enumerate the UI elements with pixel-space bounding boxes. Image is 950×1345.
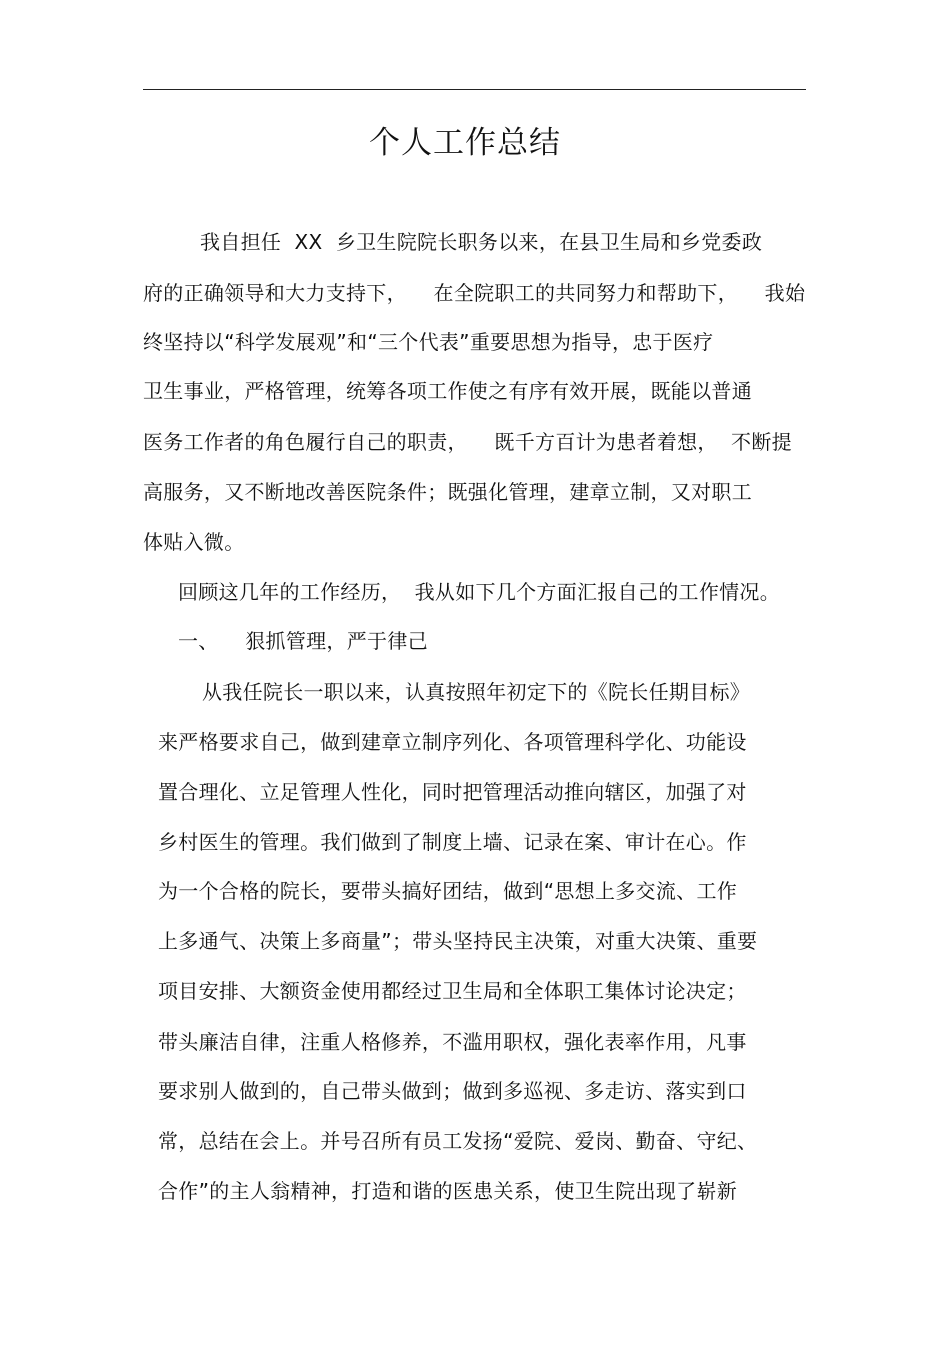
paragraph-line: 体贴入微。 [143, 530, 245, 554]
page-title: 个人工作总结 [369, 125, 561, 161]
paragraph-line: 来严格要求自己，做到建章立制序列化、各项管理科学化、功能设 [158, 730, 747, 754]
paragraph-line: 医务工作者的角色履行自己的职责， 既千方百计为患者着想， 不断提 [143, 430, 792, 454]
section-heading: 一、 狠抓管理，严于律己 [178, 629, 428, 653]
paragraph-line: 卫生事业，严格管理，统筹各项工作使之有序有效开展，既能以普通 [143, 379, 752, 403]
paragraph-line: 带头廉洁自律，注重人格修养，不滥用职权，强化表率作用，凡事 [158, 1030, 747, 1054]
paragraph-line: 为一个合格的院长，要带头搞好团结，做到“思想上多交流、工作 [158, 879, 738, 903]
paragraph-line: 终坚持以“科学发展观”和“三个代表”重要思想为指导，忠于医疗 [143, 330, 714, 354]
paragraph-line: 合作”的主人翁精神，打造和谐的医患关系，使卫生院出现了崭新 [158, 1179, 738, 1203]
paragraph-line: 高服务，又不断地改善医院条件；既强化管理，建章立制，又对职工 [143, 480, 752, 504]
header-rule [143, 89, 806, 90]
paragraph-line: 要求别人做到的，自己带头做到；做到多巡视、多走访、落实到口 [158, 1079, 747, 1103]
paragraph-line: 回顾这几年的工作经历， 我从如下几个方面汇报自己的工作情况。 [178, 580, 781, 604]
paragraph-line: 从我任院长一职以来，认真按照年初定下的《院长任期目标》 [202, 680, 751, 704]
paragraph-line: 常，总结在会上。并号召所有员工发扬“爱院、爱岗、勤奋、守纪、 [158, 1129, 758, 1153]
paragraph-line: 置合理化、立足管理人性化，同时把管理活动推向辖区，加强了对 [158, 780, 747, 804]
paragraph-line: 我自担任 XX 乡卫生院院长职务以来，在县卫生局和乡党委政 [200, 230, 763, 254]
paragraph-line: 府的正确领导和大力支持下， 在全院职工的共同努力和帮助下， 我始 [143, 281, 806, 305]
paragraph-line: 项目安排、大额资金使用都经过卫生局和全体职工集体讨论决定； [158, 979, 747, 1003]
paragraph-line: 上多通气、决策上多商量”；带头坚持民主决策，对重大决策、重要 [158, 929, 758, 953]
paragraph-line: 乡村医生的管理。我们做到了制度上墙、记录在案、审计在心。作 [158, 830, 747, 854]
